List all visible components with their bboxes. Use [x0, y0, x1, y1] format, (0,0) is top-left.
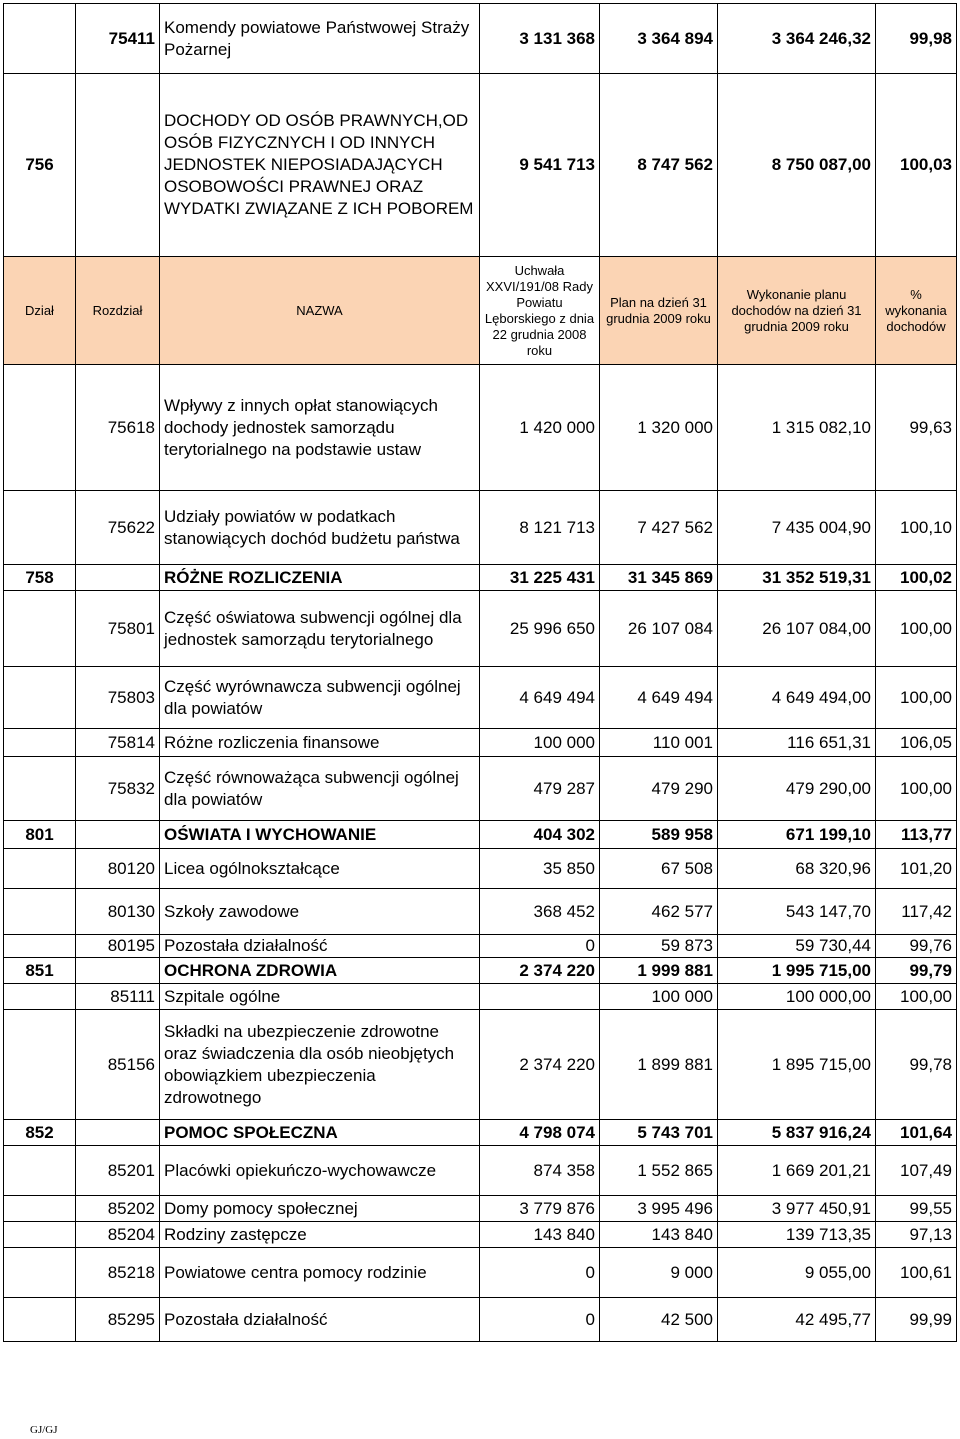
rozdzial-cell: 80130 — [76, 889, 160, 935]
name-cell: Część wyrównawcza subwencji ogólnej dla powiatów — [160, 667, 480, 729]
plan-cell: 5 743 701 — [600, 1120, 718, 1146]
percent-cell: 100,02 — [876, 565, 957, 591]
wykonanie-cell: 543 147,70 — [718, 889, 876, 935]
plan-cell: 3 364 894 — [600, 4, 718, 74]
rozdzial-cell: 75801 — [76, 591, 160, 667]
dzial-cell — [4, 729, 76, 757]
table-row — [4, 1010, 957, 1120]
plan-cell: 42 500 — [600, 1298, 718, 1342]
plan-cell: 1 899 881 — [600, 1010, 718, 1120]
dzial-cell — [4, 1248, 76, 1298]
percent-cell: 113,77 — [876, 821, 957, 849]
plan-cell: 1 552 865 — [600, 1146, 718, 1196]
header-wykonanie: Wykonanie planu dochodów na dzień 31 grudnia 2009 roku — [718, 257, 876, 365]
uchwala-cell: 143 840 — [480, 1222, 600, 1248]
dzial-cell — [4, 1010, 76, 1120]
percent-cell: 99,76 — [876, 935, 957, 958]
dzial-cell — [4, 889, 76, 935]
wykonanie-cell: 42 495,77 — [718, 1298, 876, 1342]
table-row — [4, 889, 957, 935]
table-row — [4, 1120, 957, 1146]
name-cell: DOCHODY OD OSÓB PRAWNYCH,OD OSÓB FIZYCZNYCH I OD INNYCH JEDNOSTEK NIEPOSIADAJĄCYCH OSOBOWOŚCI PRAWNEJ ORAZ WYDATKI ZWIĄZANE Z ICH POBOREM — [160, 74, 480, 257]
name-cell: Licea ogólnokształcące — [160, 849, 480, 889]
plan-cell: 479 290 — [600, 757, 718, 821]
rozdzial-cell: 80120 — [76, 849, 160, 889]
name-cell: RÓŻNE ROZLICZENIA — [160, 565, 480, 591]
name-cell: Rodziny zastępcze — [160, 1222, 480, 1248]
dzial-cell — [4, 935, 76, 958]
table-row — [4, 491, 957, 565]
rozdzial-cell: 85204 — [76, 1222, 160, 1248]
plan-cell: 4 649 494 — [600, 667, 718, 729]
uchwala-cell: 9 541 713 — [480, 74, 600, 257]
rozdzial-cell: 85295 — [76, 1298, 160, 1342]
plan-cell: 110 001 — [600, 729, 718, 757]
name-cell: POMOC SPOŁECZNA — [160, 1120, 480, 1146]
plan-cell: 589 958 — [600, 821, 718, 849]
plan-cell: 143 840 — [600, 1222, 718, 1248]
percent-cell: 100,03 — [876, 74, 957, 257]
percent-cell: 100,00 — [876, 591, 957, 667]
wykonanie-cell: 100 000,00 — [718, 984, 876, 1010]
plan-cell: 7 427 562 — [600, 491, 718, 565]
uchwala-cell: 874 358 — [480, 1146, 600, 1196]
header-procent: % wykonania dochodów — [876, 257, 957, 365]
uchwala-cell: 404 302 — [480, 821, 600, 849]
plan-cell: 8 747 562 — [600, 74, 718, 257]
name-cell: Domy pomocy społecznej — [160, 1196, 480, 1222]
uchwala-cell: 0 — [480, 935, 600, 958]
wykonanie-cell: 1 895 715,00 — [718, 1010, 876, 1120]
rozdzial-cell — [76, 1120, 160, 1146]
dzial-cell — [4, 365, 76, 491]
rozdzial-cell: 85156 — [76, 1010, 160, 1120]
dzial-cell — [4, 667, 76, 729]
wykonanie-cell: 116 651,31 — [718, 729, 876, 757]
percent-cell: 100,10 — [876, 491, 957, 565]
name-cell: Pozostała działalność — [160, 1298, 480, 1342]
rozdzial-cell: 75832 — [76, 757, 160, 821]
table-row — [4, 667, 957, 729]
header-plan: Plan na dzień 31 grudnia 2009 roku — [600, 257, 718, 365]
table-row — [4, 1196, 957, 1222]
percent-cell: 101,20 — [876, 849, 957, 889]
name-cell: Różne rozliczenia finansowe — [160, 729, 480, 757]
name-cell: OŚWIATA I WYCHOWANIE — [160, 821, 480, 849]
header-nazwa: NAZWA — [160, 257, 480, 365]
dzial-cell — [4, 491, 76, 565]
dzial-cell: 851 — [4, 958, 76, 984]
percent-cell: 100,61 — [876, 1248, 957, 1298]
name-cell: Szkoły zawodowe — [160, 889, 480, 935]
wykonanie-cell: 68 320,96 — [718, 849, 876, 889]
dzial-cell — [4, 757, 76, 821]
rozdzial-cell: 80195 — [76, 935, 160, 958]
dzial-cell: 756 — [4, 74, 76, 257]
percent-cell: 100,00 — [876, 757, 957, 821]
plan-cell: 100 000 — [600, 984, 718, 1010]
rozdzial-cell: 75411 — [76, 4, 160, 74]
uchwala-cell: 3 131 368 — [480, 4, 600, 74]
uchwala-cell: 1 420 000 — [480, 365, 600, 491]
name-cell: Pozostała działalność — [160, 935, 480, 958]
dzial-cell — [4, 1298, 76, 1342]
wykonanie-cell: 9 055,00 — [718, 1248, 876, 1298]
name-cell: Placówki opiekuńczo-wychowawcze — [160, 1146, 480, 1196]
table-row — [4, 4, 957, 74]
name-cell: Udziały powiatów w podatkach stanowiących dochód budżetu państwa — [160, 491, 480, 565]
plan-cell: 26 107 084 — [600, 591, 718, 667]
dzial-cell — [4, 591, 76, 667]
rozdzial-cell — [76, 565, 160, 591]
dzial-cell: 758 — [4, 565, 76, 591]
uchwala-cell: 368 452 — [480, 889, 600, 935]
name-cell: Wpływy z innych opłat stanowiących dochody jednostek samorządu terytorialnego na podstawie ustaw — [160, 365, 480, 491]
dzial-cell — [4, 849, 76, 889]
percent-cell: 101,64 — [876, 1120, 957, 1146]
wykonanie-cell: 59 730,44 — [718, 935, 876, 958]
dzial-cell — [4, 4, 76, 74]
table-row — [4, 565, 957, 591]
table-row — [4, 821, 957, 849]
table-row — [4, 935, 957, 958]
plan-cell: 59 873 — [600, 935, 718, 958]
plan-cell: 1 320 000 — [600, 365, 718, 491]
table-row — [4, 984, 957, 1010]
header-dzial: Dział — [4, 257, 76, 365]
plan-cell: 3 995 496 — [600, 1196, 718, 1222]
uchwala-cell: 3 779 876 — [480, 1196, 600, 1222]
wykonanie-cell: 3 977 450,91 — [718, 1196, 876, 1222]
wykonanie-cell: 5 837 916,24 — [718, 1120, 876, 1146]
table-row — [4, 1146, 957, 1196]
plan-cell: 9 000 — [600, 1248, 718, 1298]
uchwala-cell: 4 649 494 — [480, 667, 600, 729]
table-row — [4, 729, 957, 757]
percent-cell: 117,42 — [876, 889, 957, 935]
percent-cell: 100,00 — [876, 667, 957, 729]
dzial-cell — [4, 1146, 76, 1196]
dzial-cell — [4, 1222, 76, 1248]
header-uchwala: Uchwała XXVI/191/08 Rady Powiatu Lęborskiego z dnia 22 grudnia 2008 roku — [480, 257, 600, 365]
rozdzial-cell — [76, 74, 160, 257]
percent-cell: 99,78 — [876, 1010, 957, 1120]
table-row — [4, 591, 957, 667]
rozdzial-cell: 85202 — [76, 1196, 160, 1222]
uchwala-cell: 0 — [480, 1298, 600, 1342]
table-row — [4, 1248, 957, 1298]
name-cell: Składki na ubezpieczenie zdrowotne oraz świadczenia dla osób nieobjętych obowiązkiem ubezpieczenia zdrowotnego — [160, 1010, 480, 1120]
wykonanie-cell: 3 364 246,32 — [718, 4, 876, 74]
percent-cell: 99,98 — [876, 4, 957, 74]
name-cell: Powiatowe centra pomocy rodzinie — [160, 1248, 480, 1298]
header-rozdzial: Rozdział — [76, 257, 160, 365]
plan-cell: 31 345 869 — [600, 565, 718, 591]
dzial-cell: 852 — [4, 1120, 76, 1146]
wykonanie-cell: 139 713,35 — [718, 1222, 876, 1248]
dzial-cell: 801 — [4, 821, 76, 849]
rozdzial-cell: 85201 — [76, 1146, 160, 1196]
plan-cell: 67 508 — [600, 849, 718, 889]
rozdzial-cell: 75622 — [76, 491, 160, 565]
wykonanie-cell: 1 315 082,10 — [718, 365, 876, 491]
percent-cell: 99,63 — [876, 365, 957, 491]
table-row — [4, 849, 957, 889]
footer-initials: GJ/GJ — [30, 1424, 58, 1436]
table-row — [4, 757, 957, 821]
uchwala-cell: 0 — [480, 1248, 600, 1298]
percent-cell: 99,99 — [876, 1298, 957, 1342]
uchwala-cell: 25 996 650 — [480, 591, 600, 667]
table-row — [4, 1222, 957, 1248]
wykonanie-cell: 8 750 087,00 — [718, 74, 876, 257]
percent-cell: 99,79 — [876, 958, 957, 984]
name-cell: Szpitale ogólne — [160, 984, 480, 1010]
name-cell: Komendy powiatowe Państwowej Straży Pożarnej — [160, 4, 480, 74]
wykonanie-cell: 26 107 084,00 — [718, 591, 876, 667]
rozdzial-cell — [76, 821, 160, 849]
percent-cell: 100,00 — [876, 984, 957, 1010]
table-row — [4, 365, 957, 491]
name-cell: Część oświatowa subwencji ogólnej dla jednostek samorządu terytorialnego — [160, 591, 480, 667]
uchwala-cell: 4 798 074 — [480, 1120, 600, 1146]
revenue-table — [3, 3, 957, 1342]
name-cell: Część równoważąca subwencji ogólnej dla powiatów — [160, 757, 480, 821]
wykonanie-cell: 1 995 715,00 — [718, 958, 876, 984]
wykonanie-cell: 1 669 201,21 — [718, 1146, 876, 1196]
percent-cell: 106,05 — [876, 729, 957, 757]
rozdzial-cell: 85218 — [76, 1248, 160, 1298]
wykonanie-cell: 479 290,00 — [718, 757, 876, 821]
uchwala-cell: 100 000 — [480, 729, 600, 757]
rozdzial-cell — [76, 958, 160, 984]
dzial-cell — [4, 984, 76, 1010]
name-cell: OCHRONA ZDROWIA — [160, 958, 480, 984]
percent-cell: 99,55 — [876, 1196, 957, 1222]
dzial-cell — [4, 1196, 76, 1222]
uchwala-cell: 8 121 713 — [480, 491, 600, 565]
wykonanie-cell: 671 199,10 — [718, 821, 876, 849]
uchwala-cell: 479 287 — [480, 757, 600, 821]
uchwala-cell: 2 374 220 — [480, 1010, 600, 1120]
uchwala-cell: 31 225 431 — [480, 565, 600, 591]
table-row — [4, 958, 957, 984]
wykonanie-cell: 7 435 004,90 — [718, 491, 876, 565]
plan-cell: 462 577 — [600, 889, 718, 935]
table-row — [4, 74, 957, 257]
rozdzial-cell: 75803 — [76, 667, 160, 729]
uchwala-cell: 2 374 220 — [480, 958, 600, 984]
uchwala-cell — [480, 984, 600, 1010]
rozdzial-cell: 75814 — [76, 729, 160, 757]
plan-cell: 1 999 881 — [600, 958, 718, 984]
wykonanie-cell: 4 649 494,00 — [718, 667, 876, 729]
header-row — [4, 257, 957, 365]
rozdzial-cell: 85111 — [76, 984, 160, 1010]
percent-cell: 107,49 — [876, 1146, 957, 1196]
table-row — [4, 1298, 957, 1342]
wykonanie-cell: 31 352 519,31 — [718, 565, 876, 591]
percent-cell: 97,13 — [876, 1222, 957, 1248]
uchwala-cell: 35 850 — [480, 849, 600, 889]
rozdzial-cell: 75618 — [76, 365, 160, 491]
